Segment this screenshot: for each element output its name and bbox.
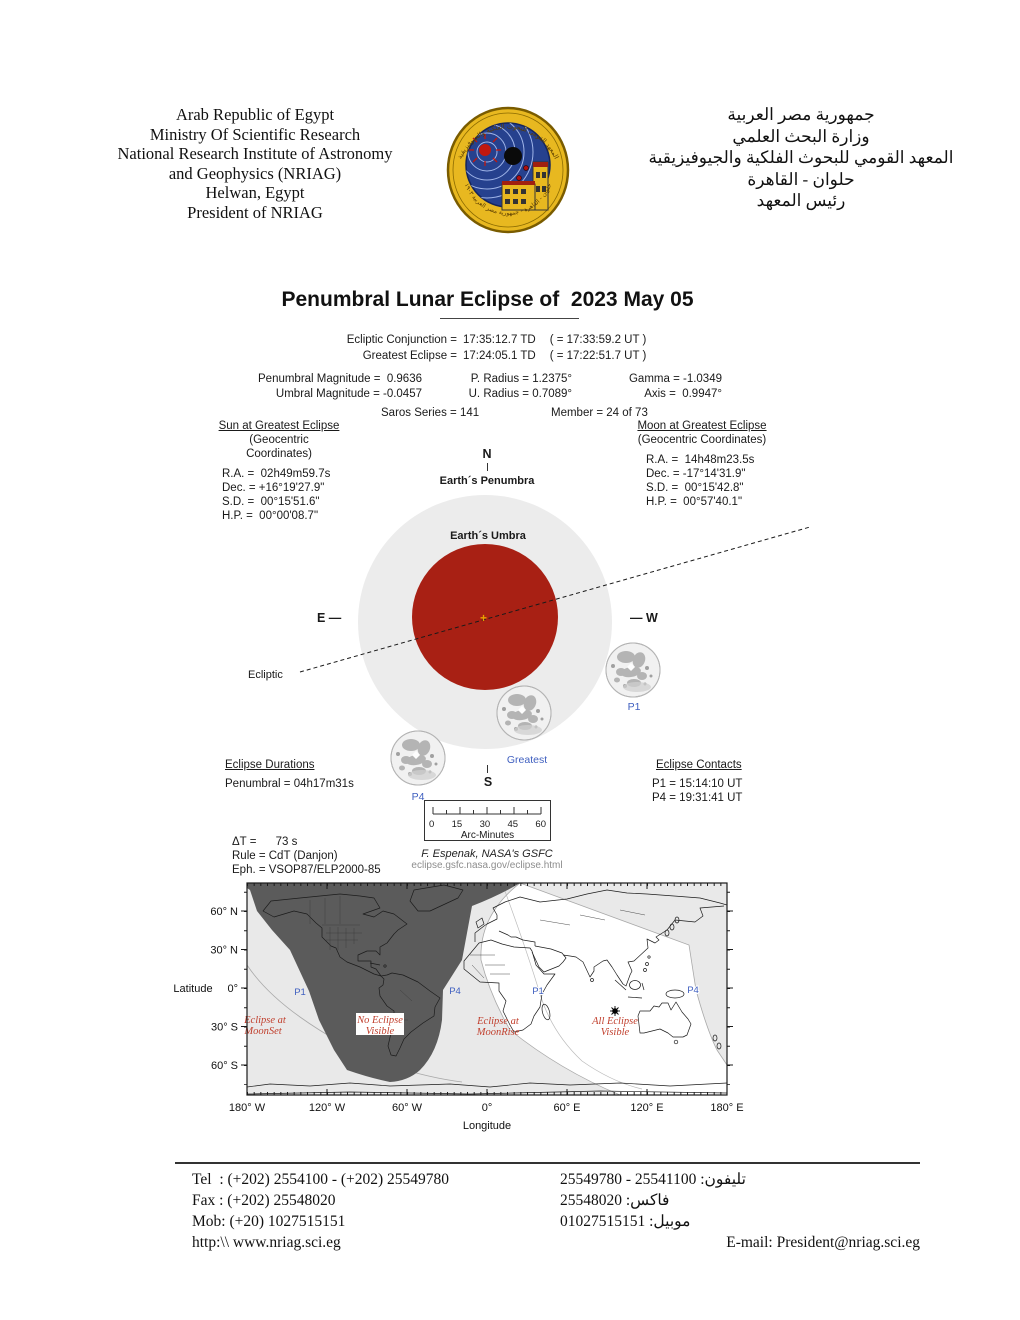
moon-hp: H.P. = 00°57'40.1" bbox=[646, 496, 743, 508]
credit-block bbox=[387, 848, 587, 871]
ytick-60s: 60° S bbox=[210, 1060, 238, 1072]
header-line: Helwan, Egypt bbox=[205, 183, 305, 202]
footer-mob-ar-label: موبيل: bbox=[649, 1213, 691, 1230]
compass-south: S bbox=[483, 775, 493, 789]
contacts-heading: Eclipse Contacts bbox=[656, 759, 742, 771]
scale-tick: 60 bbox=[535, 819, 546, 830]
footer-rule bbox=[175, 1162, 920, 1164]
xtick-60e: 60° E bbox=[553, 1102, 581, 1114]
scale-bar bbox=[424, 800, 551, 841]
footer-tel: Tel : (+202) 2554100 - (+202) 25549780 bbox=[192, 1171, 450, 1188]
zone-moonset-line2: MoonSet bbox=[244, 1026, 282, 1037]
zone-alleclipse-line1: All Eclipse bbox=[592, 1016, 638, 1027]
zone-alleclipse-line2: Visible bbox=[600, 1027, 630, 1038]
durations-block bbox=[225, 758, 354, 791]
credit-url: eclipse.gsfc.nasa.gov/eclipse.html bbox=[411, 860, 563, 871]
header-arabic bbox=[645, 104, 957, 212]
figure-title: Penumbral Lunar Eclipse of 2023 May 05 bbox=[281, 288, 694, 311]
footer-mob-ar-value: 01027515151 bbox=[560, 1213, 646, 1230]
penumbral-duration: Penumbral = 04h17m31s bbox=[225, 778, 354, 790]
logo-ring-text-top: المعهد القومى للبحوث الفلكية والجيوفيزيقية bbox=[455, 122, 561, 161]
contact-p4: P4 = 19:31:41 UT bbox=[652, 792, 743, 804]
ecliptic-label: Ecliptic bbox=[248, 669, 283, 681]
header-line-ar: جمهورية مصر العربية bbox=[727, 105, 875, 124]
conjunction-ut: ( = 17:33:59.2 UT ) bbox=[549, 334, 647, 346]
compass-east: E — bbox=[317, 611, 342, 625]
conjunction-label: Ecliptic Conjunction = bbox=[346, 334, 457, 346]
contact-p1: P1 = 15:14:10 UT bbox=[652, 778, 743, 790]
x-axis-title: Longitude bbox=[462, 1120, 512, 1132]
durations-heading: Eclipse Durations bbox=[225, 759, 315, 771]
greatest-moon-label: Greatest bbox=[506, 754, 548, 766]
footer-url: http:\\ www.nriag.sci.eg bbox=[192, 1234, 341, 1251]
header-line: Ministry Of Scientific Research bbox=[149, 124, 361, 144]
sun-heading: Sun at Greatest Eclipse bbox=[218, 420, 340, 432]
compass-west: — W bbox=[630, 611, 658, 625]
xtick-60w: 60° W bbox=[391, 1102, 423, 1114]
saros-series: Saros Series = 141 bbox=[381, 407, 480, 419]
map-p1-west-label: P1 bbox=[294, 987, 306, 998]
nriag-logo bbox=[446, 106, 570, 234]
south-tick bbox=[487, 765, 488, 773]
moon-heading: Moon at Greatest Eclipse bbox=[637, 420, 767, 432]
header-line-ar: المعهد القومي للبحوث الفلكية والجيوفيزيقية bbox=[648, 148, 954, 167]
footer-mob: Mob: (+20) 1027515151 bbox=[192, 1213, 346, 1230]
greatest-td: 17:24:05.1 TD bbox=[463, 349, 536, 362]
eclipse-disc-icon bbox=[504, 147, 522, 165]
penumbral-magnitude: Penumbral Magnitude = 0.9636 bbox=[258, 373, 422, 385]
conjunction-td: 17:35:12.7 TD bbox=[463, 334, 536, 346]
moon-ra: R.A. = 14h48m23.5s bbox=[646, 454, 755, 466]
moon-at-greatest bbox=[497, 686, 551, 740]
footer-tel-ar-value: 25549780 - 25541100 bbox=[560, 1171, 697, 1188]
map-p4-west-label: P4 bbox=[449, 986, 461, 997]
axis: Axis = 0.9947° bbox=[644, 388, 722, 400]
shadow-center-marker: + bbox=[480, 611, 488, 625]
zone-moonrise-line1: Eclipse at bbox=[477, 1016, 519, 1027]
visibility-map bbox=[150, 870, 760, 1140]
header-line: National Research Institute of Astronomy bbox=[117, 144, 393, 163]
p1-moon-label: P1 bbox=[627, 701, 641, 713]
rule: Rule = CdT (Danjon) bbox=[232, 850, 338, 862]
umbral-magnitude: Umbral Magnitude = -0.0457 bbox=[275, 388, 422, 400]
ephemeris: Eph. = VSOP87/ELP2000-85 bbox=[232, 864, 381, 876]
ytick-60n: 60° N bbox=[210, 906, 238, 918]
sun-hp: H.P. = 00°00'08.7" bbox=[222, 510, 319, 522]
xtick-180e: 180° E bbox=[710, 1102, 744, 1114]
scale-tick: 30 bbox=[479, 819, 491, 830]
delta-t: ΔT = 73 s bbox=[232, 836, 298, 848]
header-line: and Geophysics (NRIAG) bbox=[168, 163, 342, 183]
map-p4-east-label: P4 bbox=[687, 985, 699, 996]
contacts-block bbox=[652, 758, 742, 805]
header-line: President of NRIAG bbox=[187, 202, 323, 222]
footer-fax-ar-label: فاكس: bbox=[625, 1192, 670, 1209]
conjunction-row bbox=[287, 333, 646, 349]
footer-email: E-mail: President@nriag.sci.eg bbox=[726, 1234, 920, 1251]
nriag-logo-icon bbox=[446, 106, 570, 234]
scale-tick: 45 bbox=[507, 819, 519, 830]
footer-tel-ar-label: تليفون: bbox=[700, 1171, 746, 1188]
footer-right bbox=[560, 1169, 920, 1253]
penumbra-label: Earth´s Penumbra bbox=[439, 475, 535, 487]
header-english bbox=[100, 105, 410, 222]
p-radius: P. Radius = 1.2375° bbox=[470, 373, 572, 385]
footer-mob-ar bbox=[560, 1211, 920, 1232]
header-line-ar: حلوان - القاهرة bbox=[747, 169, 855, 189]
logo-ring-text-bottom: حلوان - القاهرة - جمهورية مصر العربية ١٩٠٣ bbox=[462, 182, 554, 217]
sun-ra: R.A. = 02h49m59.7s bbox=[222, 468, 331, 480]
y-axis-title: Latitude bbox=[173, 983, 213, 995]
xtick-0: 0° bbox=[481, 1102, 493, 1114]
zone-noeclipse-line2: Visible bbox=[365, 1026, 395, 1037]
ytick-30s: 30° S bbox=[210, 1021, 238, 1034]
gamma: Gamma = -1.0349 bbox=[628, 373, 722, 385]
compass-north: N bbox=[482, 447, 492, 461]
zone-noeclipse-line1: No Eclipse bbox=[357, 1015, 403, 1026]
header-line: Arab Republic of Egypt bbox=[175, 105, 335, 124]
greatest-ut: ( = 17:22:51.7 UT ) bbox=[549, 349, 647, 362]
footer-fax: Fax : (+202) 25548020 bbox=[192, 1192, 336, 1209]
ytick-30n: 30° N bbox=[210, 944, 238, 957]
footer-left bbox=[192, 1169, 449, 1253]
footer-fax-ar-value: 25548020 bbox=[560, 1192, 622, 1209]
saros-member: Member = 24 of 73 bbox=[551, 407, 648, 419]
ytick-0: 0° bbox=[227, 983, 238, 995]
greatest-row bbox=[287, 349, 646, 365]
xtick-120e: 120° E bbox=[630, 1102, 664, 1114]
moon-dec: Dec. = -17°14'31.9" bbox=[646, 468, 746, 480]
xtick-120w: 120° W bbox=[308, 1102, 346, 1114]
moon-at-p4 bbox=[391, 731, 445, 785]
umbra-label: Earth´s Umbra bbox=[450, 530, 526, 542]
p4-moon-label: P4 bbox=[411, 791, 425, 803]
xtick-180w: 180° W bbox=[228, 1102, 266, 1114]
scale-tick: 0 bbox=[429, 819, 435, 830]
zone-moonrise-line2: MoonRise bbox=[476, 1027, 520, 1038]
sun-sub: (Geocentric Coordinates) bbox=[246, 434, 312, 460]
map-p1-east-label: P1 bbox=[532, 986, 544, 997]
header-line-ar: رئيس المعهد bbox=[756, 191, 846, 210]
scale-ticks bbox=[425, 819, 550, 830]
credit-author: F. Espenak, NASA's GSFC bbox=[421, 848, 553, 860]
greatest-label: Greatest Eclipse = bbox=[362, 349, 457, 362]
title-rule bbox=[440, 318, 579, 319]
moon-at-p1 bbox=[606, 643, 660, 697]
sun-dec: Dec. = +16°19'27.9" bbox=[222, 482, 325, 494]
moon-sd: S.D. = 00°15'42.8" bbox=[646, 482, 744, 494]
footer-fax-ar bbox=[560, 1190, 920, 1211]
scale-ruler-icon bbox=[425, 801, 550, 816]
u-radius: U. Radius = 0.7089° bbox=[468, 388, 572, 400]
scale-unit: Arc-Minutes bbox=[460, 830, 515, 841]
greatest-eclipse-zenith-icon bbox=[610, 1006, 620, 1016]
scale-tick: 15 bbox=[451, 819, 463, 830]
sun-sd: S.D. = 00°15'51.6" bbox=[222, 496, 320, 508]
conjunction-block bbox=[287, 333, 646, 364]
moon-sub: (Geocentric Coordinates) bbox=[637, 434, 767, 446]
ecliptic-line bbox=[300, 527, 810, 672]
footer-tel-ar bbox=[560, 1169, 920, 1190]
header-line-ar: وزارة البحث العلمي bbox=[732, 126, 870, 146]
zone-moonset-line1: Eclipse at bbox=[244, 1015, 286, 1026]
